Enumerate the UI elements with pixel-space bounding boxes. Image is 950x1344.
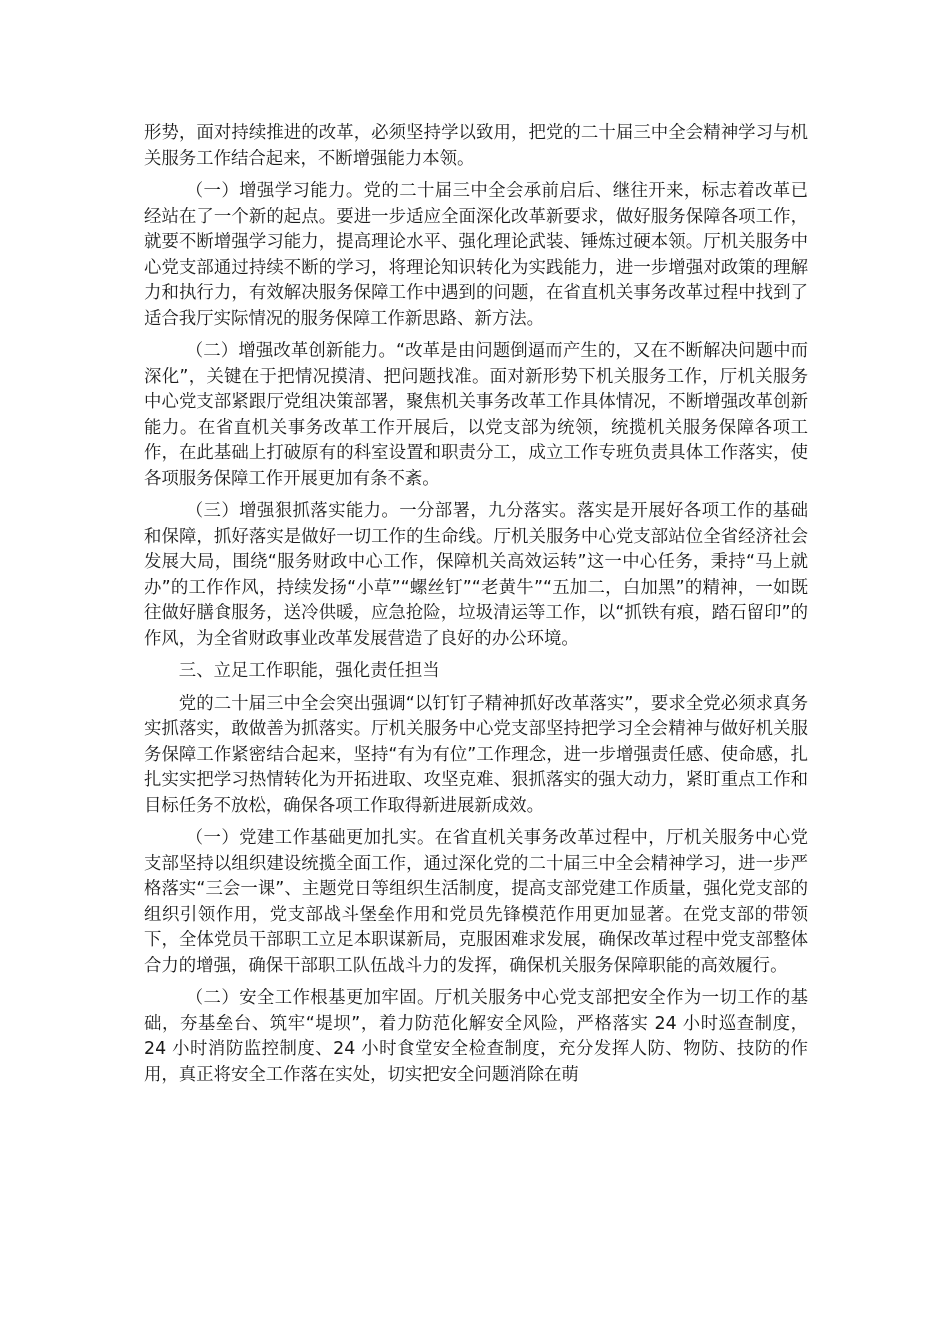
paragraph-continuation: 形势，面对持续推进的改革，必须坚持学以致用，把党的二十届三中全会精神学习与机关服务工作结合起来，不断增强能力本领。	[144, 123, 808, 169]
paragraph-safety-work: （二）安全工作根基更加牢固。厅机关服务中心党支部把安全作为一切工作的基础，夯基垒台、筑牢“堤坝”，着力防范化解安全风险，严格落实 24 小时巡查制度，24 小时消防监控制度、24 小时食堂安全检查制度，充分发挥人防、物防、技防的作用，真正将安全工作落在实处，切实把安全问题消除在萌	[144, 988, 808, 1085]
paragraph-section-three-intro: 党的二十届三中全会突出强调“以钉钉子精神抓好改革落实”，要求全党必须求真务实抓落实，敢做善为抓落实。厅机关服务中心党支部坚持把学习全会精神与做好机关服务保障工作紧密结合起来，坚持“有为有位”工作理念，进一步增强责任感、使命感，扎扎实实把学习热情转化为开拓进取、攻坚克难、狠抓落实的强大动力，紧盯重点工作和目标任务不放松，确保各项工作取得新进展新成效。	[144, 693, 808, 816]
paragraph-study-ability: （一）增强学习能力。党的二十届三中全会承前启后、继往开来，标志着改革已经站在了一个新的起点。要进一步适应全面深化改革新要求，做好服务保障各项工作，就要不断增强学习能力，提高理论水平、强化理论武装、锤炼过硬本领。厅机关服务中心党支部通过持续不断的学习，将理论知识转化为实践能力，进一步增强对政策的理解力和执行力，有效解决服务保障工作中遇到的问题，在省直机关事务改革过程中找到了适合我厅实际情况的服务保障工作新思路、新方法。	[144, 181, 808, 329]
paragraph-reform-innovation: （二）增强改革创新能力。“改革是由问题倒逼而产生的，又在不断解决问题中而深化”，关键在于把情况摸清、把问题找准。面对新形势下机关服务工作，厅机关服务中心党支部紧跟厅党组决策部署，聚焦机关事务改革工作具体情况，不断增强改革创新能力。在省直机关事务改革工作开展后，以党支部为统领，统揽机关服务保障各项工作，在此基础上打破原有的科室设置和职责分工，成立工作专班负责具体工作落实，使各项服务保障工作开展更加有条不紊。	[144, 341, 808, 489]
paragraph-implementation: （三）增强狠抓落实能力。一分部署，九分落实。落实是开展好各项工作的基础和保障，抓好落实是做好一切工作的生命线。厅机关服务中心党支部站位全省经济社会发展大局，围绕“服务财政中心工作，保障机关高效运转”这一中心任务，秉持“马上就办”的工作作风，持续发扬“小草”“螺丝钉”“老黄牛”“五加二，白加黑”的精神，一如既往做好膳食服务，送冷供暖，应急抢险，垃圾清运等工作，以“抓铁有痕，踏石留印”的作风，为全省财政事业改革发展营造了良好的办公环境。	[144, 501, 808, 649]
document-page	[144, 121, 808, 1095]
paragraph-party-building: （一）党建工作基础更加扎实。在省直机关事务改革过程中，厅机关服务中心党支部坚持以组织建设统揽全面工作，通过深化党的二十届三中全会精神学习，进一步严格落实“三会一课”、主题党日等组织生活制度，提高支部党建工作质量，强化党支部的组织引领作用，党支部战斗堡垒作用和党员先锋模范作用更加显著。在党支部的带领下，全体党员干部职工立足本职谋新局，克服困难求发展，确保改革过程中党支部整体合力的增强，确保干部职工队伍战斗力的发挥，确保机关服务保障职能的高效履行。	[144, 828, 808, 976]
section-heading-three: 三、立足工作职能，强化责任担当	[178, 661, 440, 681]
